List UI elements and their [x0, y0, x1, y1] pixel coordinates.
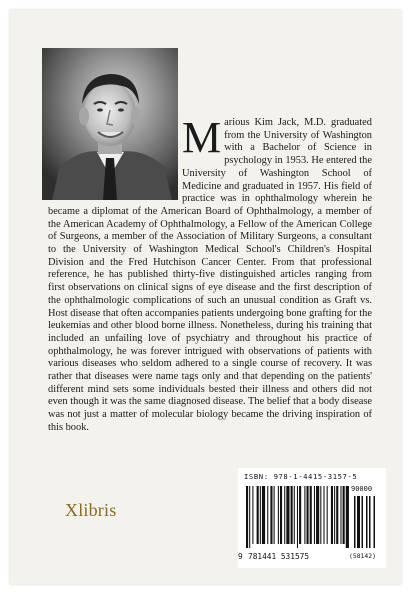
author-biography — [48, 113, 372, 435]
barcode-suffix: (58142) — [349, 552, 376, 560]
publisher-logo: Xlibris — [65, 500, 117, 520]
barcode-bars — [246, 486, 378, 548]
barcode-lead-digit: 9 — [238, 552, 243, 561]
back-cover — [10, 10, 401, 584]
price-code: 90000 — [351, 485, 373, 493]
drop-cap-letter: M — [182, 113, 222, 162]
biography-text: arious Kim Jack, M.D. graduated from the University of Washington with a Bachelor of Science in psychology in 1953. He entered the University of Washington School of Medicine and graduated in 1957. His field of practice was in ophthalmology wherein he became a diplomat of the American Board of Ophthalmology, a member of the American Academy of Ophthalmology, a Fellow of the American College of Surgeons, a member of the Association of Military Surgeons, a consultant to the University of Washington Medical School's Children's Hospital Division and the Fred Hutchison Cancer Center. From that professional reference, he has published thirty-five distinguished articles ranging from first observations on clinical signs of eye disease and the first description of the ophthalmologic complications of such an unusual condition as Graft vs. Host disease that often accompanies patients undergoing bone grafting for the leukemias and other blood borne illness. Nonetheless, during his training that included an unfailing love of psychiatry and throughout his practice of ophthalmology, he was forever intrigued with observations of patients with various diseases who seldom adhered to a single course of recovery. It was rather that diseases were name tags only and that depending on the patients' different mind sets some individuals bested their illness and others did not even though it was the same diagnosed disease. The belief that a body disease was not just a matter of molecular biology became the driving inspiration of this book. — [48, 117, 372, 433]
isbn-text: ISBN: 978-1-4415-3157-5 — [244, 472, 358, 481]
barcode-digits: 781441 531575 — [248, 552, 310, 561]
barcode-block — [238, 468, 386, 568]
photo-text-wrap-spacer — [48, 117, 182, 205]
